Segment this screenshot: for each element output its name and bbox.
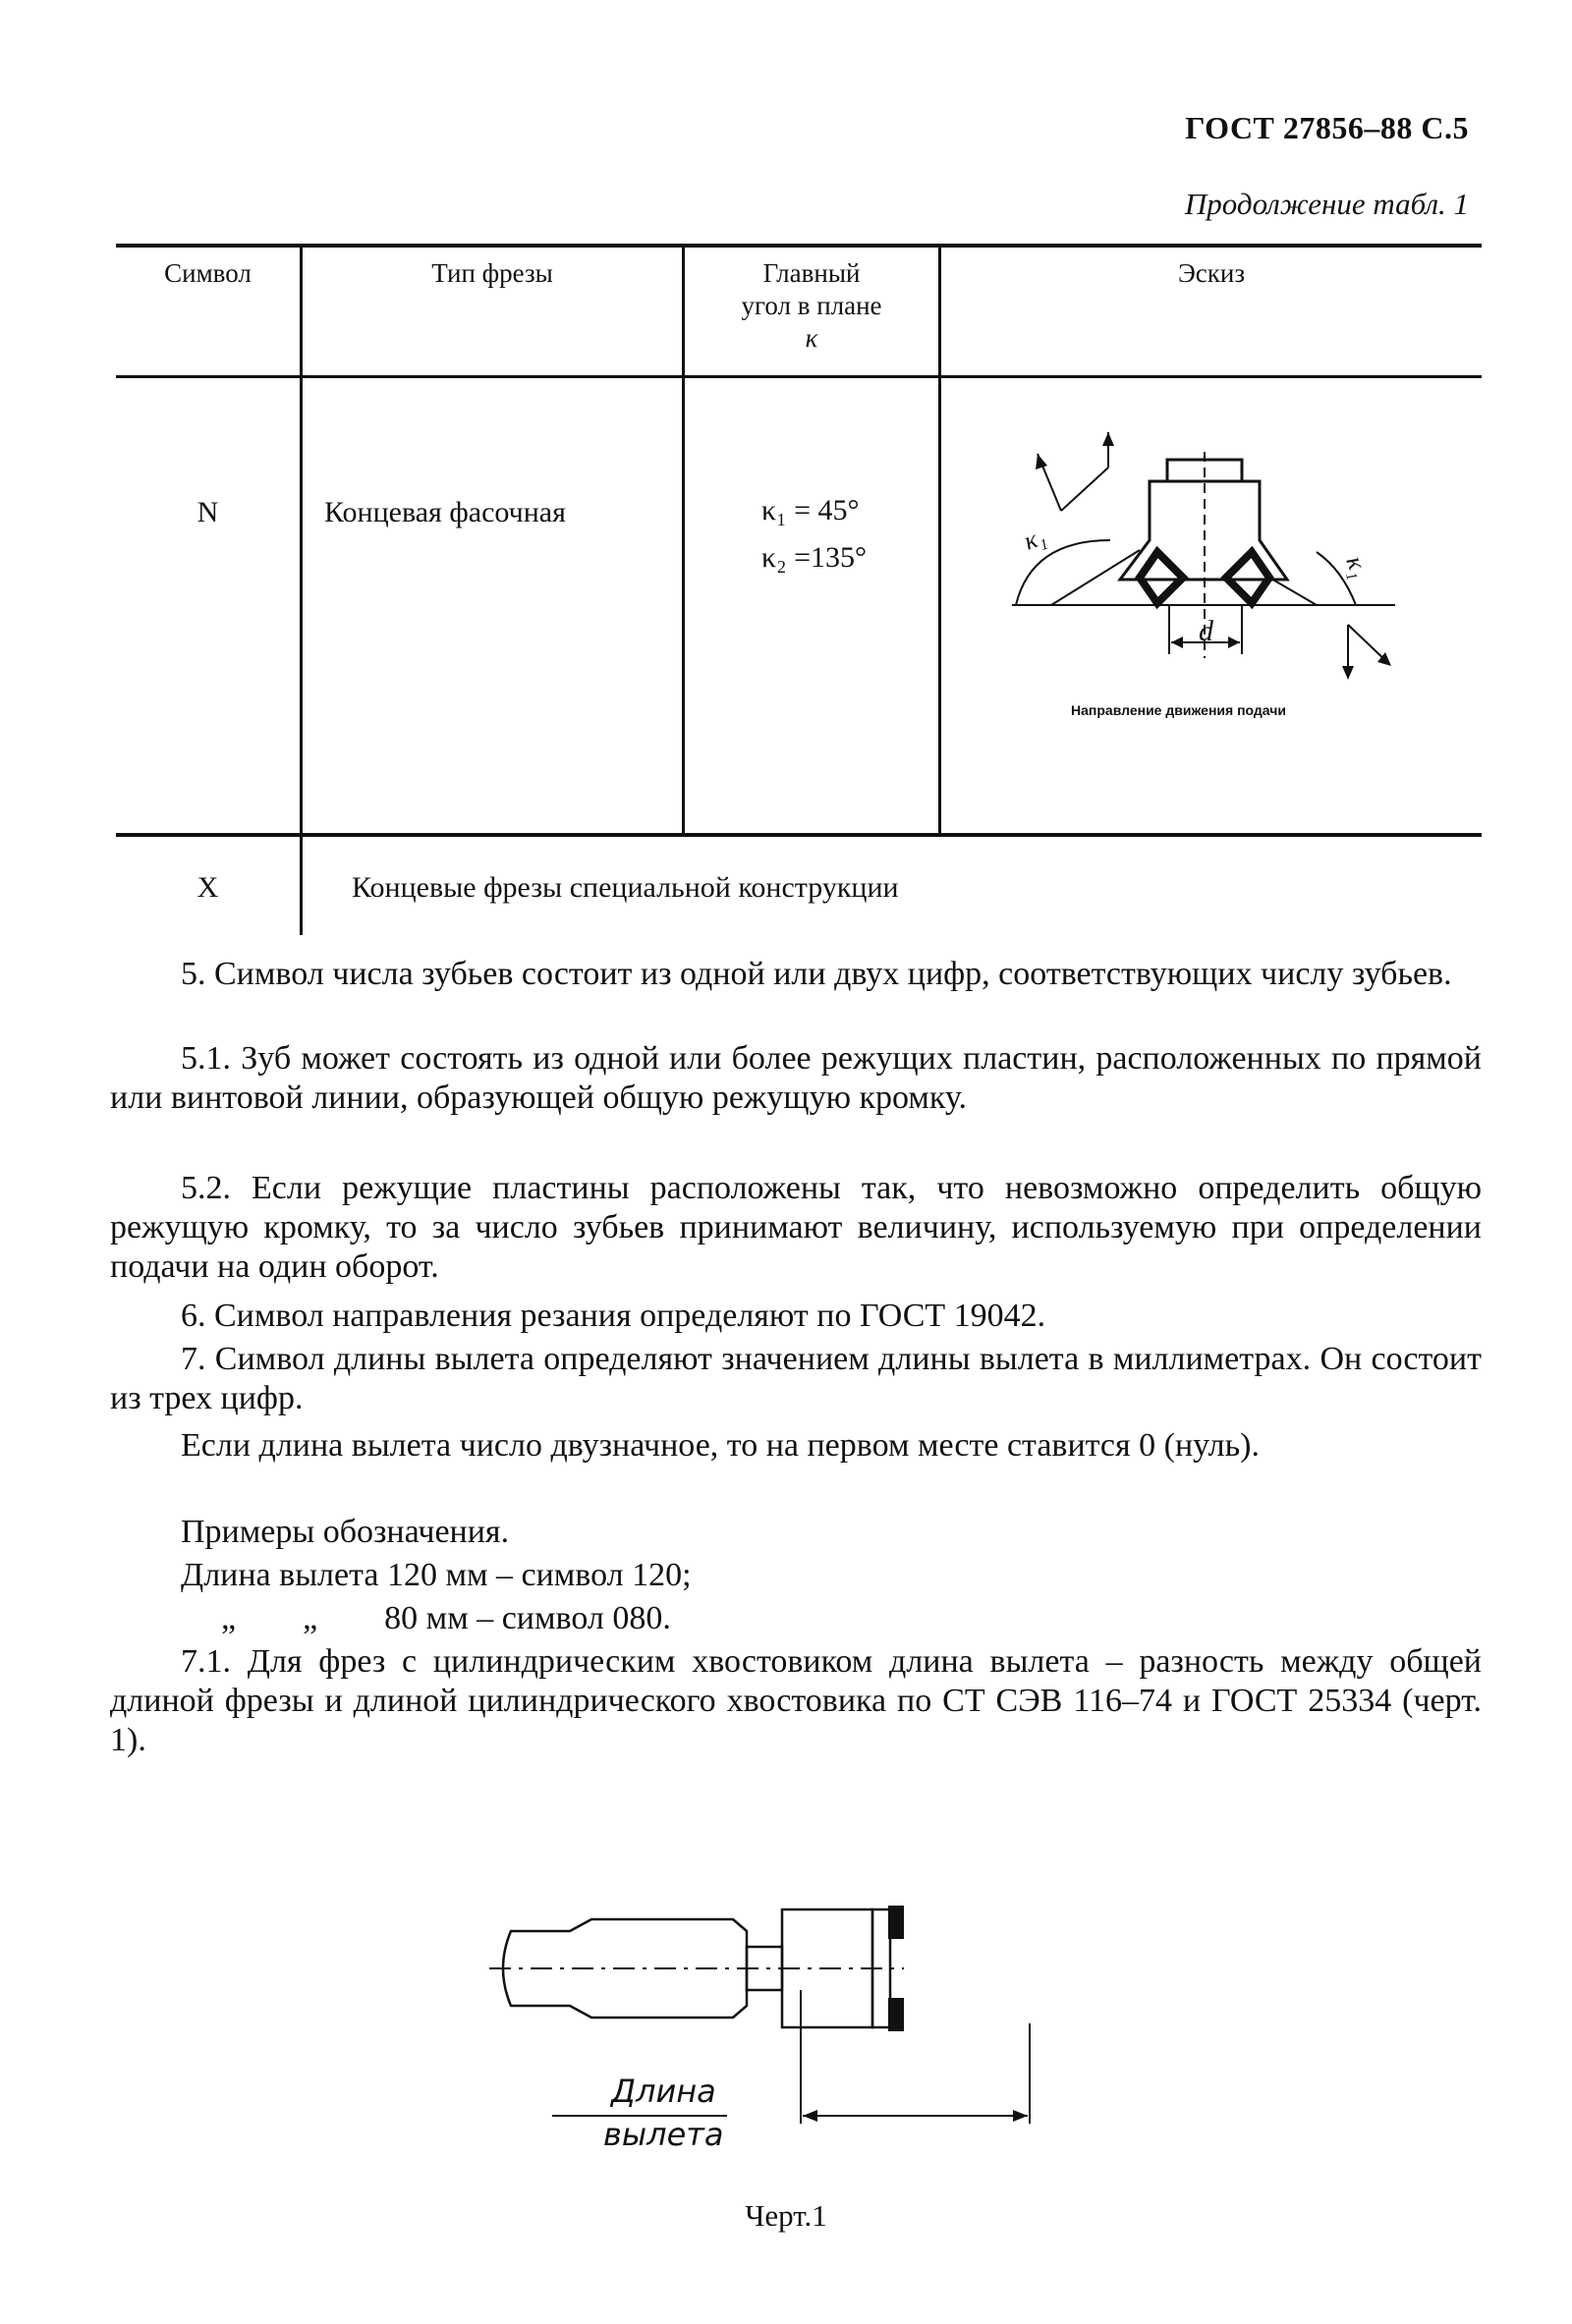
col-header-symbol: Символ — [164, 258, 252, 288]
row-x-symbol: X — [196, 871, 219, 904]
col-header-sketch: Эскиз — [1177, 258, 1246, 288]
col-header-angle-line1: Главный — [762, 258, 861, 288]
row-x-type: Концевые фрезы специальной конструкции — [352, 871, 899, 904]
table-col-divider-3 — [938, 248, 941, 835]
table-top-rule — [116, 244, 1482, 248]
figure-caption: Черт.1 — [745, 2198, 827, 2233]
drawing-1-cutter — [481, 1896, 1071, 2190]
paragraph-5-2: 5.2. Если режущие пластины расположены так, что невозможно определить общую режущую кромку, то за число зубьев принимают величину, используемую при определении подачи на один оборот. — [110, 1170, 1482, 1285]
table-row-rule — [116, 833, 1482, 837]
paragraph-5: 5. Символ числа зубьев состоит из одной или двух цифр, соответствующих числу зубьев. — [181, 956, 1452, 992]
paragraph-5-1: 5.1. Зуб может состоять из одной или более режущих пластин, расположенных по прямой или винтовой линии, образующей общую режущую кромку. — [110, 1040, 1482, 1116]
row-n-angle-1: κ₁ = 45° — [761, 494, 860, 526]
sketch-label-kappa-right: κ₁ — [1340, 552, 1375, 582]
row-n-type: Концевая фасочная — [324, 496, 566, 528]
paragraph-7: 7. Символ длины вылета определяют значением длины вылета в миллиметрах. Он состоит из трех цифр. — [110, 1341, 1482, 1416]
paragraph-7-examples-title: Примеры обозначения. — [181, 1514, 510, 1550]
sketch-label-d: d — [1199, 615, 1213, 647]
paragraph-6: 6. Символ направления резания определяют по ГОСТ 19042. — [181, 1298, 1046, 1334]
col-header-angle — [685, 257, 938, 355]
col-header-angle-line3: κ — [805, 323, 818, 353]
paragraph-7-note: Если длина вылета число двузначное, то на первом месте ставится 0 (нуль). — [181, 1427, 1260, 1464]
col-header-type: Тип фрезы — [431, 258, 553, 288]
chamfer-mill-sketch — [992, 432, 1425, 727]
row-n-angle-2: κ₂ =135° — [761, 541, 867, 574]
figure-label-overhang: вылета — [603, 2116, 724, 2153]
col-header-angle-line2: угол в плане — [741, 291, 882, 320]
paragraph-7-1: 7.1. Для фрез с цилиндрическим хвостовиком длина вылета – разность между общей длиной фрезы и длиной цилиндрического хвостовика по СТ СЭВ 116–74 и ГОСТ 25334 (черт. 1). — [110, 1643, 1482, 1758]
table-continuation-label: Продолжение табл. 1 — [1184, 187, 1469, 221]
table-col-divider-1 — [300, 248, 303, 935]
row-n-symbol: N — [196, 496, 219, 528]
standard-number: ГОСТ 27856–88 С.5 — [1185, 110, 1469, 145]
sketch-caption: Направление движения подачи — [1071, 702, 1286, 718]
example-1: Длина вылета 120 мм – символ 120; — [181, 1557, 692, 1593]
table-header-rule — [116, 375, 1482, 378]
sketch-label-kappa-left: κ₁ — [1020, 522, 1050, 556]
example-2: „ „ 80 мм – символ 080. — [221, 1600, 671, 1636]
figure-label-length: Длина — [611, 2073, 716, 2110]
